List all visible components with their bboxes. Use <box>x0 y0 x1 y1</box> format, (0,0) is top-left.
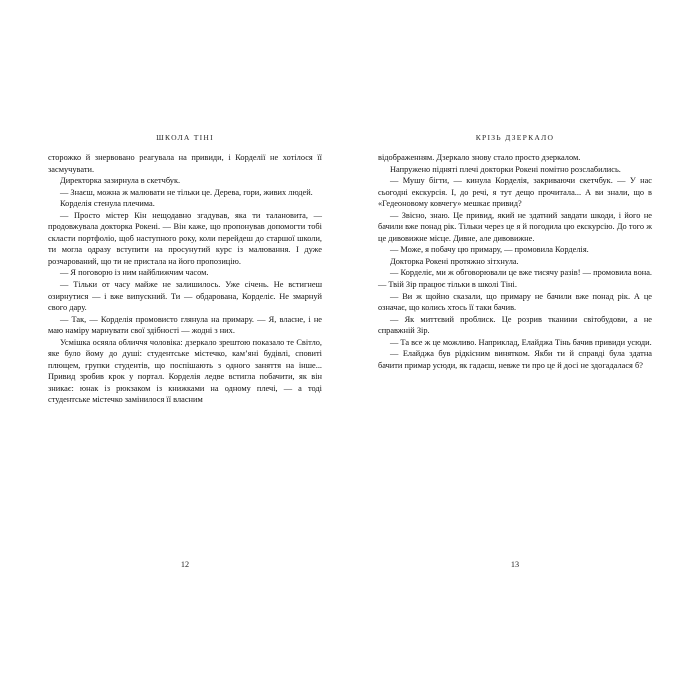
paragraph: Директорка зазирнула в скетчбук. <box>60 176 181 186</box>
paragraph: Докторка Рокені протяжно зітхнула. <box>390 256 519 266</box>
right-page <box>350 0 700 700</box>
left-page-text-body <box>48 152 322 406</box>
paragraph: — Ви ж щойно сказали, що примару не бачили вже понад рік. А це означає, що колись хтось її таки бачив. <box>378 291 652 313</box>
page-number-right: 13 <box>510 560 520 569</box>
running-head-right: КРІЗЬ ДЗЕРКАЛО <box>475 133 555 142</box>
paragraph: — Може, я побачу цю примару, — промовила Корделія. <box>390 245 589 255</box>
paragraph: Напружено підняті плечі докторки Рокені помітно розслабились. <box>390 164 621 174</box>
running-head-left: ШКОЛА ТІНІ <box>156 133 214 142</box>
paragraph: — Я поговорю із ним найближчим часом. <box>60 268 209 278</box>
paragraph: — Так, — Корделія промовисто глянула на примару. — Я, власне, і не маю наміру марнувати свої здібності — жодні з них. <box>48 314 322 336</box>
paragraph: — Звісно, знаю. Це привид, який не здатний завдати шкоди, і його не бачили вже понад рік. Тільки через це я й погодила цю екскурсію. До того ж це дивовижне місце. Дивне, але дивовижне. <box>378 210 652 243</box>
page-number-left: 12 <box>180 560 190 569</box>
paragraph: — Мушу бігти, — кинула Корделія, закриваючи скетчбук. — У нас сьогодні екскурсія. І, до речі, я тут дещо прочитала... А ви знали, що в «Гедеоновому ковчегу» мешкає привид? <box>378 176 652 209</box>
paragraph: Усмішка осяяла обличчя чоловіка: дзеркало зрештою показало те Світло, яке було йому до душі: студентське містечко, кам’яні будівлі, сповиті плющем, групки студентів, що поспішають з одного заняття на інше... Привид зробив крок у портал. Корделія ледве встигла побачити, як він зникає: юнак із рюкзаком із книжками на одному плечі, — а тоді студентське містечко замінилося її власним <box>48 337 322 405</box>
paragraph: сторожко й знервовано реагувала на привиди, і Корделії не хотілося її засмучувати. <box>48 153 322 174</box>
paragraph: Корделія стенула плечима. <box>60 199 155 209</box>
paragraph: відображенням. Дзеркало знову стало просто дзеркалом. <box>378 153 581 162</box>
paragraph: — Елайджа був рідкісним винятком. Якби ти й справді була здатна бачити примар усюди, як гадаєш, невже ти про це й досі не здогадалася б? <box>378 349 652 370</box>
paragraph: — Просто містер Кін нещодавно згадував, яка ти талановита, — продовжувала докторка Рокені. — Він каже, що пропонував допомогти тобі скласти портфоліо, щоб наступного року, коли перейдеш до старшої школи, ти могла одразу вступити на просунутий курс із малювання. І дуже розчарований, що ти не пристала на його пропозицію. <box>48 210 322 266</box>
paragraph: — Та все ж це можливо. Наприклад, Елайджа Тінь бачив привиди усюди. <box>390 337 652 347</box>
right-page-text-body <box>378 152 652 371</box>
paragraph: — Тільки от часу майже не залишилось. Уже січень. Не встигнеш озирнутися — і вже випускний. Ти — обдарована, Корделіє. Не змарнуй свого дару. <box>48 280 322 313</box>
paragraph: — Як миттєвий проблиск. Це розрив тканини світобудови, а не справжній Зір. <box>378 314 652 336</box>
paragraph: — Корделіє, ми ж обговорювали це вже тисячу разів! — промовила вона. — Твій Зір працює тільки в школі Тіні. <box>378 268 652 290</box>
paragraph: — Знаєш, можна ж малювати не тільки це. Дерева, гори, живих людей. <box>60 187 313 197</box>
